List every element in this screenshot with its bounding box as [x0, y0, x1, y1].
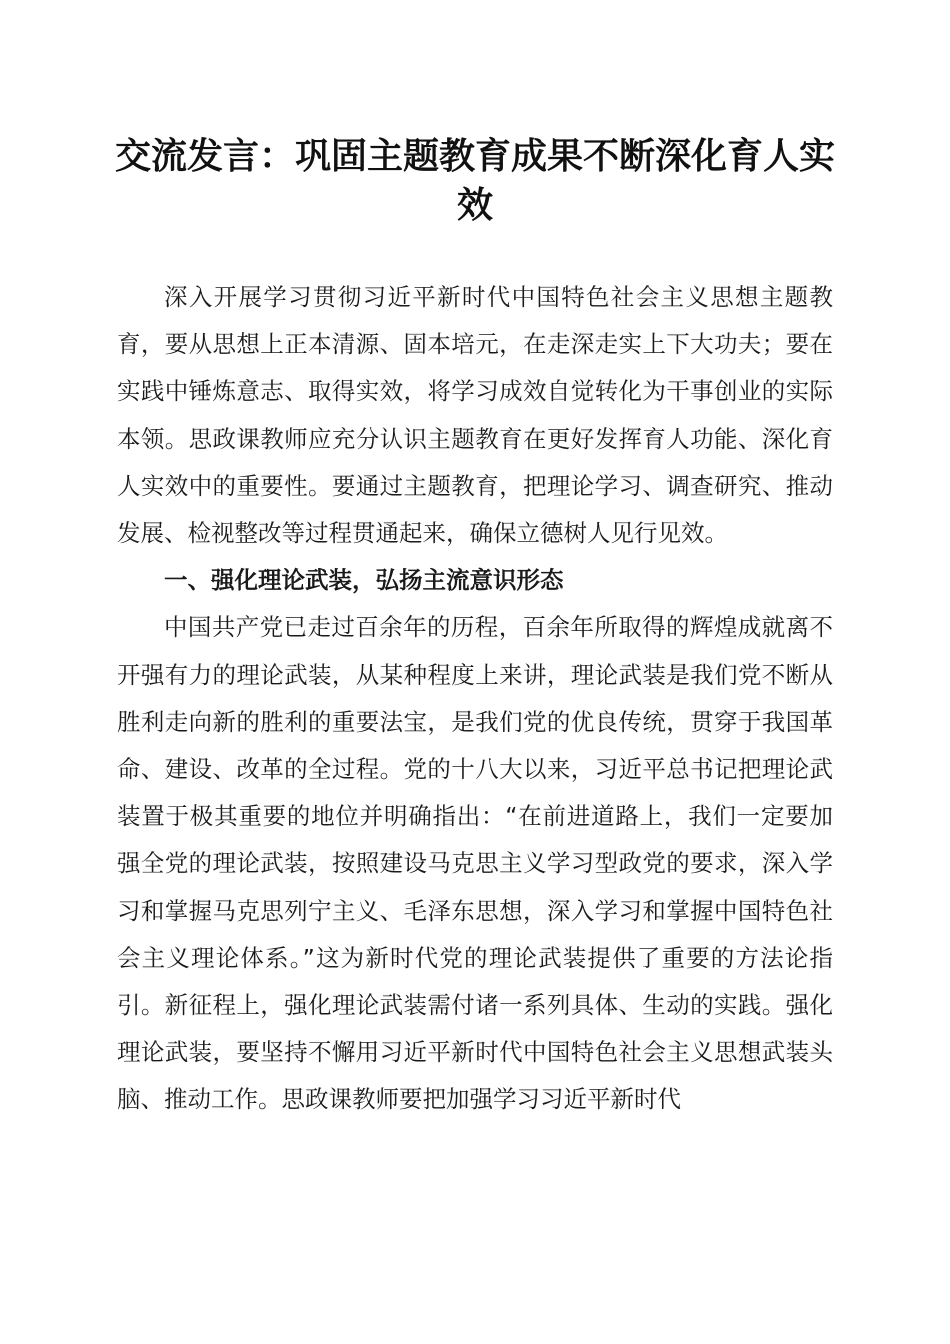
section-heading: 一、强化理论武装，弘扬主流意识形态 [164, 566, 564, 595]
document-body [117, 274, 833, 1124]
document-title: 交流发言：巩固主题教育成果不断深化育人实效 [114, 135, 835, 226]
body-paragraph: 中国共产党已走过百余年的历程，百余年所取得的辉煌成就离不开强有力的理论武装，从某种程度上来讲，理论武装是我们党不断从胜利走向新的胜利的重要法宝，是我们党的优良传统，贯穿于我国革命、建设、改革的全过程。党的十八大以来，习近平总书记把理论武装置于极其重要的地位并明确指出：“在前进道路上，我们一定要加强全党的理论武装，按照建设马克思主义学习型政党的要求，深入学习和掌握马克思列宁主义、毛泽东思想，深入学习和掌握中国特色社会主义理论体系。”这为新时代党的理论武装提供了重要的方法论指引。新征程上，强化理论武装需付诸一系列具体、生动的实践。强化理论武装，要坚持不懈用习近平新时代中国特色社会主义思想武装头脑、推动工作。思政课教师要把加强学习习近平新时代 [117, 613, 833, 1114]
intro-paragraph: 深入开展学习贯彻习近平新时代中国特色社会主义思想主题教育，要从思想上正本清源、固本培元，在走深走实上下大功夫；要在实践中锤炼意志、取得实效，将学习成效自觉转化为干事创业的实际本领。思政课教师应充分认识主题教育在更好发挥育人功能、深化育人实效中的重要性。要通过主题教育，把理论学习、调查研究、推动发展、检视整改等过程贯通起来，确保立德树人见行见效。 [117, 283, 833, 548]
